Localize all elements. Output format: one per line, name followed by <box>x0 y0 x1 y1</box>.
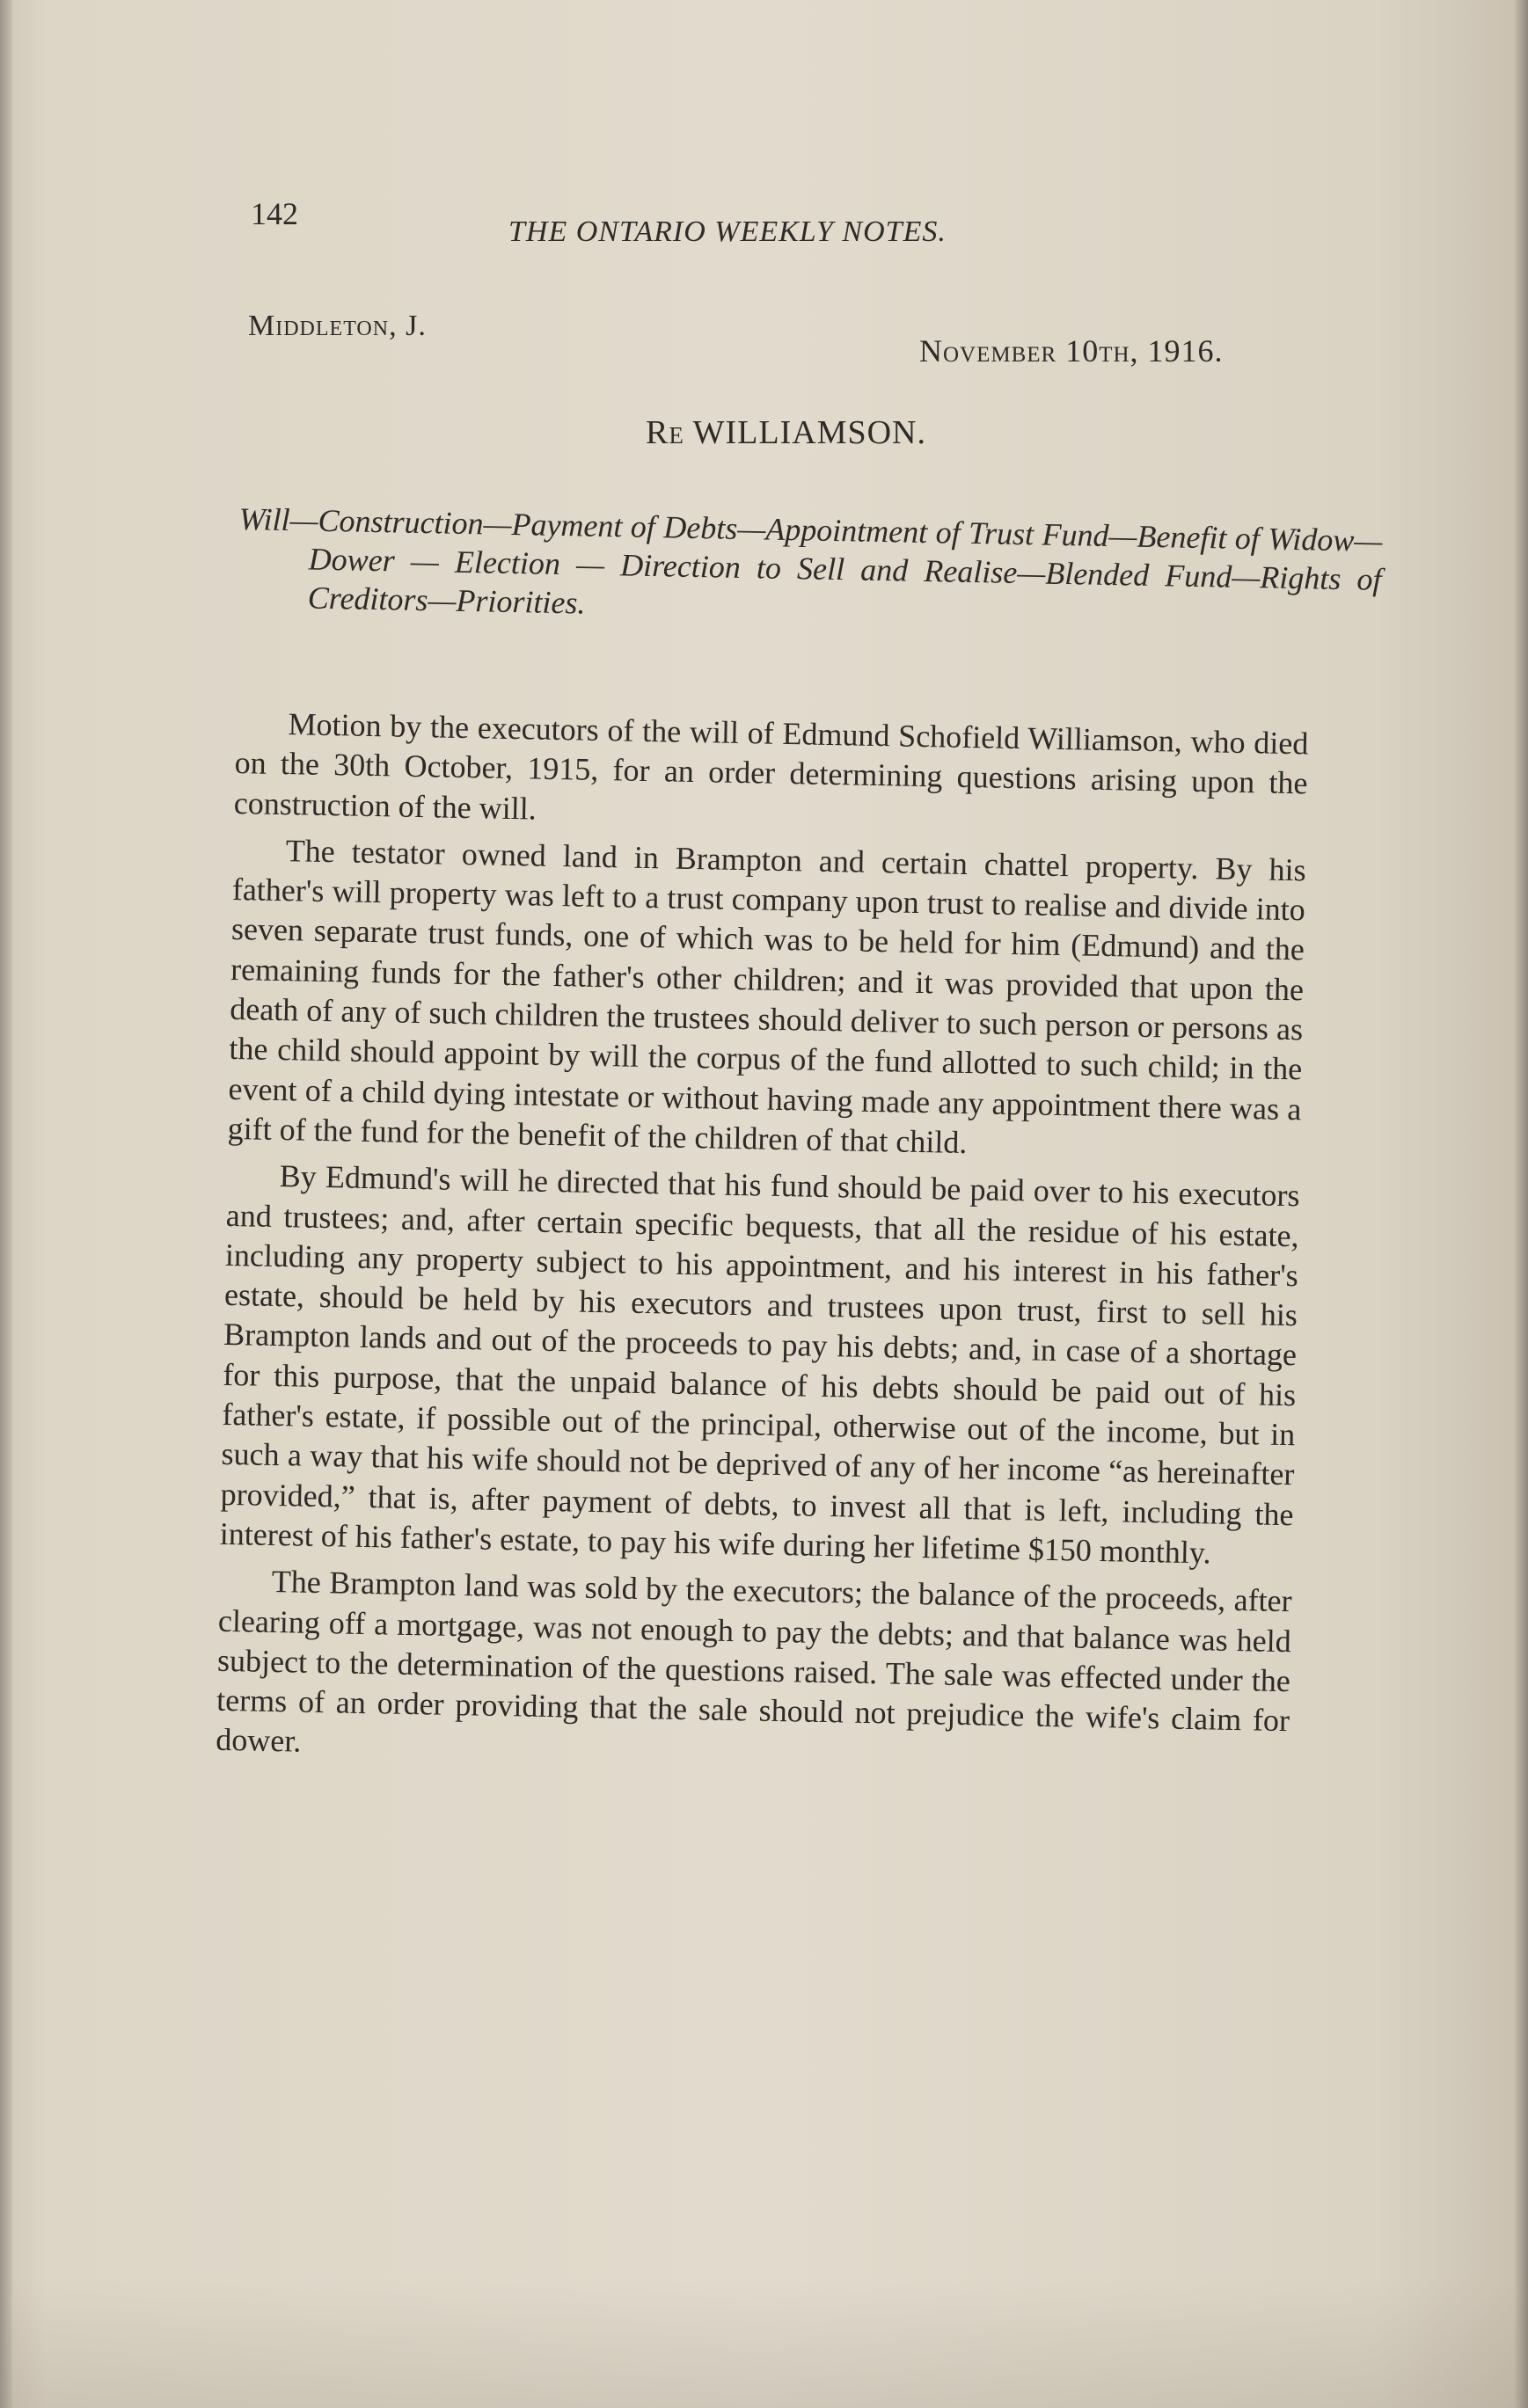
page-left-edge <box>0 0 12 2408</box>
page-number: 142 <box>251 196 298 231</box>
paragraph-3: By Edmund's will he directed that his fund should be paid over to his executors and trustees; and, after certain specific bequests, that all the residue of his estate, including any property subject to his appointment, and his interest in his father's estate, should be held by his executors and trustees upon trust, first to sell his Brampton lands and out of the proceeds to pay his debts; and, in case of a shortage for this purpose, that the unpaid balance of his debts should be paid out of his father's estate, if possible out of the principal, otherwise out of the income, but in such a way that his wife should not be deprived of any of her income “as hereinafter provided,” that is, after payment of debts, to invest all that is left, including the interest of his father's estate, to pay his wife during her lifetime $150 monthly. <box>219 1158 1300 1571</box>
page-bottom-shading <box>0 2278 1528 2408</box>
case-title-prefix: Re <box>645 414 684 451</box>
case-title <box>0 413 1528 452</box>
paragraph-1: Motion by the executors of the will of Edmund Schofield Williamson, who died on the 30th October, 1915, for an order determining questions arising upon the construction of the will. <box>233 706 1309 827</box>
page-right-edge <box>1514 0 1528 2408</box>
decision-date: November 10th, 1916. <box>919 333 1224 368</box>
headnote: Will—Construction—Payment of Debts—Appointment of Trust Fund—Benefit of Widow—Dower — Election — Direction to Sell and Realise—Blended Fund—Rights of Creditors—Priorities. <box>238 500 1383 621</box>
case-title-name: WILLIAMSON. <box>692 414 927 451</box>
paragraph-4: The Brampton land was sold by the executors; the balance of the proceeds, after clearing off a mortgage, was not enough to pay the debts; and that balance was held subject to the determination of the questions raised. The sale was effected under the terms of an order providing that the sale should not prejudice the wife's claim for dower. <box>215 1564 1293 1760</box>
body-text <box>216 704 1309 1788</box>
running-head: THE ONTARIO WEEKLY NOTES. <box>508 215 947 248</box>
judge-name: Middleton, J. <box>248 310 427 342</box>
paragraph-2: The testator owned land in Brampton and certain chattel property. By his father's will property was left to a trust company upon trust to realise and divide into seven separate trust funds, one of which was to be held for him (Edmund) and the remaining funds for the father's other children; and it was provided that upon the death of any of such children the trustees should deliver to such person or persons as the child should appoint by will the corpus of the fund allotted to such child; in the event of a child dying intestate or without having made any appointment there was a gift of the fund for the benefit of the children of that child. <box>227 833 1306 1161</box>
